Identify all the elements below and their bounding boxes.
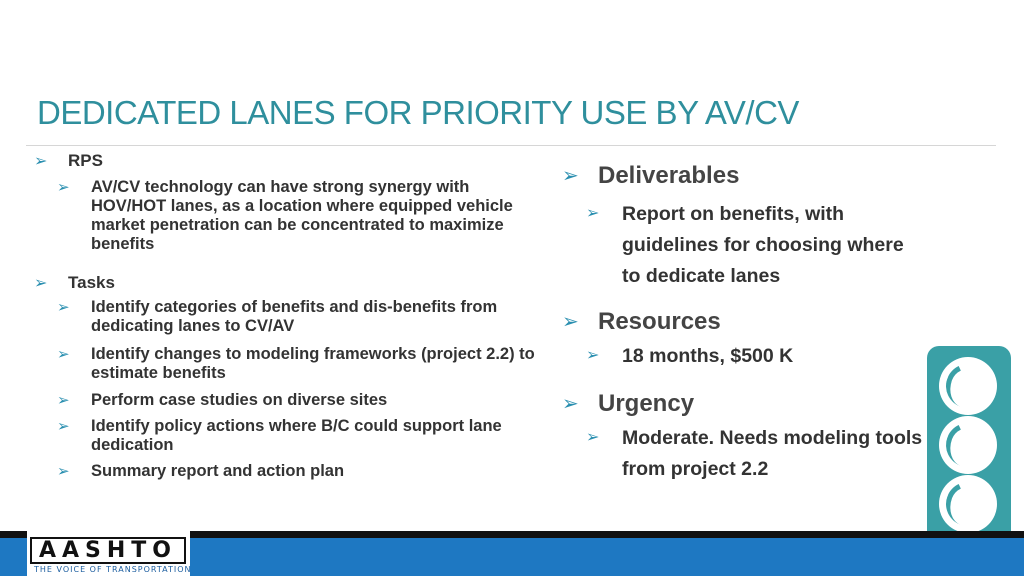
arrow-bullet-icon: ➢ — [586, 347, 600, 364]
rps-item: ➢ AV/CV technology can have strong synergy with HOV/HOT lanes, as a location where equipped vehicle market penetration can be concentrated to maximize benefits — [57, 178, 513, 253]
arrow-bullet-icon: ➢ — [562, 393, 579, 415]
arrow-bullet-icon: ➢ — [57, 392, 70, 409]
urgency-item: ➢ Moderate. Needs modeling tools from project 2.2 — [586, 423, 926, 485]
signal-lamp-icon — [939, 475, 997, 533]
arrow-bullet-icon: ➢ — [586, 205, 600, 222]
arrow-bullet-icon: ➢ — [562, 311, 579, 333]
arrow-bullet-icon: ➢ — [57, 179, 70, 196]
deliverables-item: ➢ Report on benefits, with guidelines for choosing where to dedicate lanes — [586, 199, 926, 292]
arrow-bullet-icon: ➢ — [34, 153, 48, 170]
signal-lamp-icon — [939, 357, 997, 415]
traffic-signal-icon — [927, 346, 1011, 544]
title-divider — [26, 145, 996, 146]
arrow-bullet-icon: ➢ — [562, 165, 579, 187]
arrow-bullet-icon: ➢ — [57, 346, 70, 363]
slide-title: DEDICATED LANES FOR PRIORITY USE BY AV/CV — [37, 94, 799, 131]
aashto-logo: AASHTO — [30, 537, 186, 564]
bullet-deliverables: ➢ Deliverables — [562, 162, 740, 189]
task-item: ➢ Identify changes to modeling frameworks (project 2.2) to estimate benefits — [57, 345, 535, 382]
resources-item: ➢ 18 months, $500 K — [586, 341, 926, 372]
bullet-resources: ➢ Resources — [562, 308, 721, 335]
arrow-bullet-icon: ➢ — [57, 299, 70, 316]
task-item: ➢ Perform case studies on diverse sites — [57, 391, 388, 409]
arrow-bullet-icon: ➢ — [57, 418, 70, 435]
bullet-urgency: ➢ Urgency — [562, 390, 695, 417]
arrow-bullet-icon: ➢ — [34, 275, 48, 292]
arrow-bullet-icon: ➢ — [586, 429, 600, 446]
task-item: ➢ Identify policy actions where B/C could support lane dedication — [57, 417, 502, 454]
bullet-tasks — [34, 273, 115, 293]
task-item: ➢ Summary report and action plan — [57, 462, 345, 480]
signal-lamp-icon — [939, 416, 997, 474]
bullet-rps — [34, 151, 103, 171]
rps-label: RPS — [68, 151, 103, 170]
logo-tagline: THE VOICE OF TRANSPORTATION — [34, 565, 192, 574]
tasks-label: Tasks — [68, 273, 115, 292]
arrow-bullet-icon: ➢ — [57, 463, 70, 480]
task-item: ➢ Identify categories of benefits and dis-benefits from dedicating lanes to CV/AV — [57, 298, 498, 335]
